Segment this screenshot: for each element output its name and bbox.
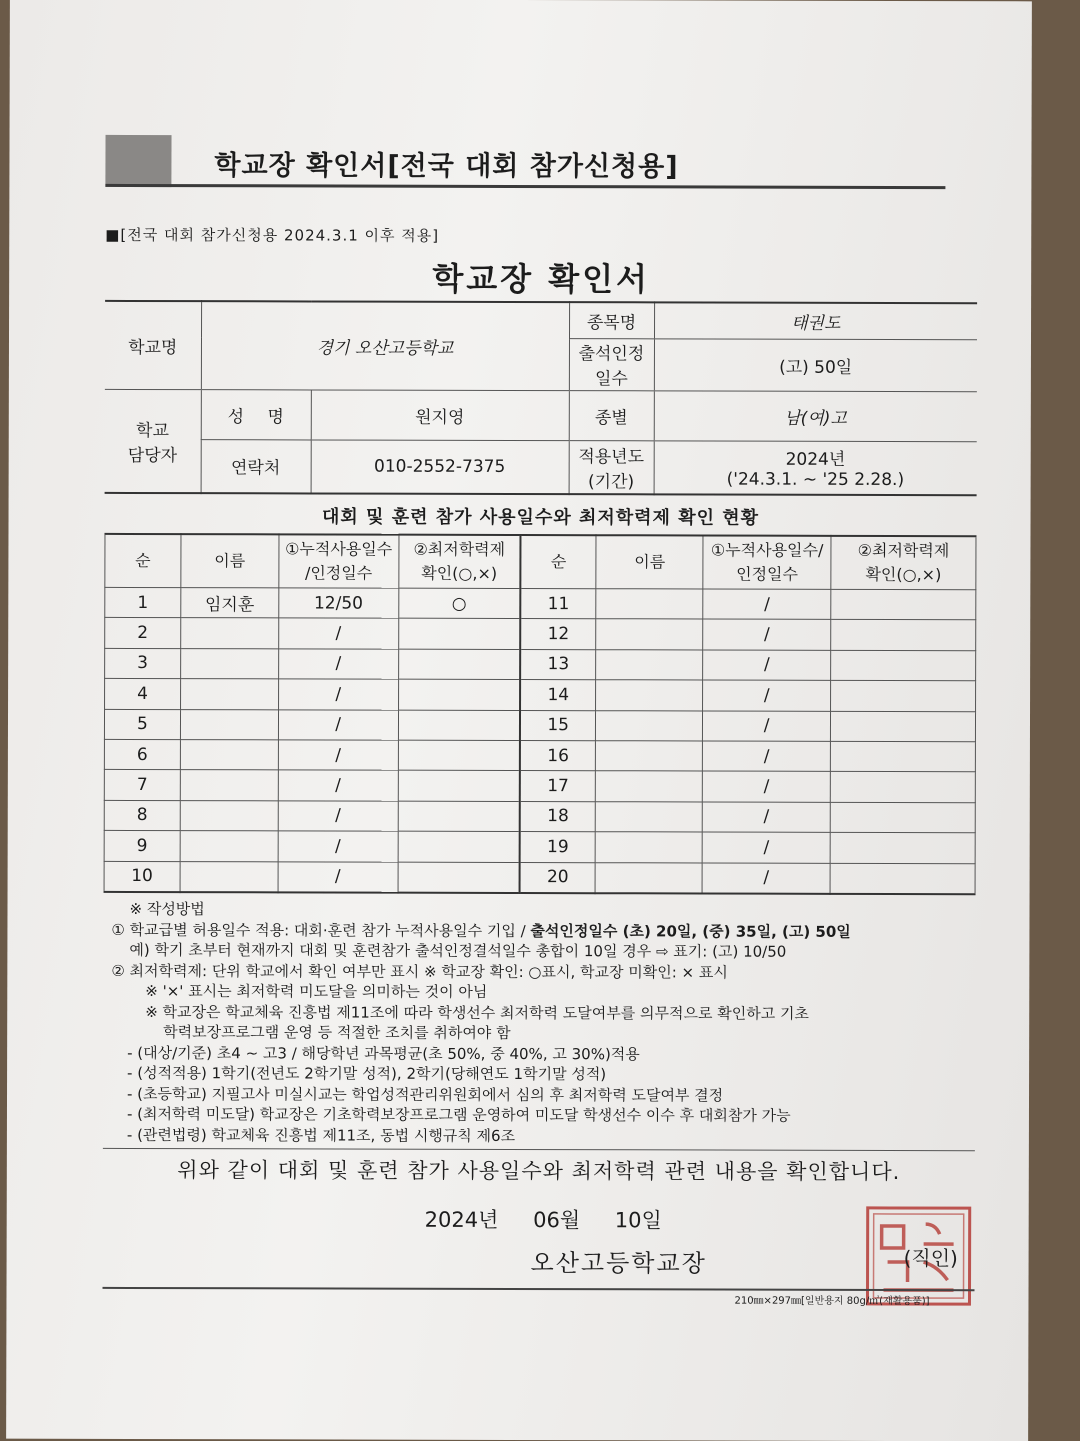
row-name (181, 648, 279, 679)
row-min-academic-check-right (830, 802, 975, 833)
name-label: 성 명 (201, 389, 311, 439)
row-min-academic-check-right (831, 650, 976, 681)
confirmation-text: 위와 같이 대회 및 훈련 참가 사용일수와 최저학력 관련 내용을 확인합니다. (177, 1158, 901, 1184)
row-min-academic-check-right (831, 680, 976, 711)
applicability-note: ■[전국 대회 참가신청용 2024.3.1 이후 적용] (105, 225, 440, 245)
instruction-bullet: - (관련법령) 학교체육 진흥법 제11조, 동법 시행규칙 제6조 (126, 1125, 516, 1145)
divider (103, 1148, 975, 1151)
instruction-note-x: ※ '×' 표시는 최저학력 미도달을 의미하는 것이 아님 (145, 982, 488, 1001)
row-name (180, 709, 278, 740)
table-row (105, 679, 976, 712)
attendance-table (104, 533, 977, 895)
contact-value: 010-2552-7375 (311, 439, 569, 494)
row-min-academic-check-right (830, 832, 975, 863)
footer-line (103, 1287, 975, 1291)
row-number: 4 (105, 679, 181, 710)
row-number-right: 20 (520, 862, 596, 893)
row-number-right: 12 (520, 619, 596, 650)
year-value: 2024년 ('24.3.1. ~ '25 2.28.) (654, 440, 977, 495)
col-header-no: 순 (105, 534, 181, 588)
paper-spec: 210㎜×297㎜[일반용지 80g/㎡(재활용품)] (734, 1295, 930, 1308)
row-number-right: 17 (520, 771, 596, 802)
row-number-right: 14 (520, 680, 596, 711)
row-min-academic-check-right (831, 620, 976, 651)
col-header-name-right: 이름 (596, 535, 703, 589)
form-title: 학교장 확인서 (432, 259, 651, 299)
row-number: 6 (104, 739, 180, 770)
instruction-bullet: - (최저학력 미도달) 학교장은 기초학력보장프로그램 운영하여 미도달 학생선수 이수 후 대회참가 가능 (126, 1104, 791, 1125)
row-name-right (596, 801, 703, 832)
sport-value: 태권도 (654, 302, 977, 339)
row-name (180, 770, 278, 801)
table-row (104, 770, 975, 803)
category-value: 남(여)고 (654, 390, 977, 441)
instruction-bullet: - (대상/기준) 초4 ~ 고3 / 해당학년 과목평균(초 50%, 중 40%, 고 30%)적용 (127, 1043, 640, 1063)
row-used-days: / (278, 801, 398, 832)
row-number-right: 15 (520, 710, 596, 741)
col-header-name: 이름 (181, 534, 279, 588)
row-min-academic-check-right (830, 741, 975, 772)
row-name (180, 679, 278, 710)
instruction-1-example: 예) 학기 초부터 현재까지 대회 및 훈련참가 출석인정결석일수 총합이 10일 경우 ⇨ 표기: (고) 10/50 (129, 940, 787, 961)
instructions-heading: ※ 작성방법 (129, 899, 205, 919)
row-used-days-right: / (702, 832, 830, 863)
row-used-days: / (278, 618, 398, 649)
manager-label: 학교 담당자 (105, 389, 201, 493)
row-name (180, 861, 278, 892)
instruction-bullet: - (성적적용) 1학기(전년도 2학기말 성적), 2학기(당해연도 1학기말 성적) (127, 1063, 607, 1084)
school-label: 학교명 (105, 301, 201, 389)
row-number: 2 (105, 618, 181, 649)
header-gray-block (105, 135, 171, 187)
row-name: 임지훈 (181, 588, 279, 619)
table-row (105, 618, 976, 651)
attendance-rows (104, 587, 976, 894)
row-min-academic-check-right (831, 589, 976, 620)
row-used-days: 12/50 (279, 588, 399, 619)
row-used-days-right: / (702, 802, 830, 833)
row-used-days-right: / (703, 650, 831, 681)
attendance-days-label: 출석인정 일수 (569, 338, 654, 390)
instruction-note-principal: ※ 학교장은 학교체육 진흥법 제11조에 따라 학생선수 최저학력 도달여부를 의무적으로 확인하고 기초 (145, 1002, 809, 1023)
row-min-academic-check (398, 649, 520, 680)
row-used-days-right: / (703, 619, 831, 650)
row-number-right: 18 (520, 801, 596, 832)
row-number-right: 19 (520, 832, 596, 863)
row-name-right (596, 649, 703, 680)
instruction-note-principal-cont: 학력보장프로그램 운영 등 적절한 조치를 취하여야 함 (163, 1023, 511, 1042)
row-number: 7 (104, 770, 180, 801)
row-used-days: / (278, 831, 398, 862)
row-name (180, 740, 278, 771)
row-min-academic-check (398, 801, 520, 832)
table-row (105, 587, 976, 620)
row-name-right (596, 589, 703, 620)
row-name (180, 831, 278, 862)
row-used-days-right: / (703, 680, 831, 711)
row-min-academic-check-right (831, 711, 976, 742)
year-label: 적용년도 (기간) (569, 440, 654, 494)
col-header-min-academic: ②최저학력제 확인(○,×) (398, 535, 520, 589)
row-min-academic-check: ○ (398, 588, 520, 619)
row-used-days: / (278, 740, 398, 771)
row-used-days-right: / (703, 771, 831, 802)
instruction-1: ① 학교급별 허용일수 적용: 대회·훈련 참가 누적사용일수 기입 / 출석인정일수 (초) 20일, (중) 35일, (고) 50일 (111, 920, 851, 941)
row-min-academic-check-right (830, 772, 975, 803)
row-used-days-right: / (703, 741, 831, 772)
school-value: 경기 오산고등학교 (201, 301, 569, 390)
contact-label: 연락처 (201, 439, 311, 493)
row-min-academic-check (398, 740, 520, 771)
header-underline (105, 184, 945, 189)
col-header-no-right: 순 (520, 535, 596, 589)
row-used-days-right: / (703, 711, 831, 742)
row-used-days: / (278, 649, 398, 680)
instructions (111, 899, 992, 1147)
row-number: 9 (104, 831, 180, 862)
instruction-2: ② 최저학력제: 단위 학교에서 확인 여부만 표시 ※ 학교장 확인: ○표시, 학교장 미확인: × 표시 (111, 961, 728, 982)
row-name-right (596, 771, 703, 802)
row-name-right (596, 710, 703, 741)
category-label: 종별 (569, 390, 654, 440)
row-number-right: 16 (520, 740, 596, 771)
row-used-days: / (278, 679, 398, 710)
row-number: 5 (104, 709, 180, 740)
row-used-days-right: / (702, 862, 830, 893)
col-header-min-academic-right: ②최저학력제 확인(○,×) (831, 536, 976, 590)
table-row (104, 861, 975, 894)
row-name (180, 800, 278, 831)
row-number-right: 11 (520, 589, 596, 620)
col-header-used-days-right: ①누적사용일수/ 인정일수 (703, 535, 831, 589)
table-row (104, 709, 975, 742)
row-used-days-right: / (703, 589, 831, 620)
row-name-right (596, 680, 703, 711)
table-row (104, 739, 975, 772)
row-min-academic-check-right (830, 863, 975, 894)
header-title: 학교장 확인서[전국 대회 참가신청용] (214, 150, 679, 183)
table-row (104, 800, 975, 833)
row-min-academic-check (398, 710, 520, 741)
col-header-used-days: ①누적사용일수 /인정일수 (279, 534, 399, 588)
table-row (105, 648, 976, 681)
row-min-academic-check (398, 619, 520, 650)
info-table (105, 300, 978, 496)
row-name-right (595, 862, 702, 893)
signer-name: 오산고등학교장 (530, 1249, 707, 1278)
table-row (104, 831, 975, 864)
sport-label: 종목명 (569, 302, 654, 338)
row-name-right (596, 741, 703, 772)
row-name-right (596, 832, 703, 863)
row-number: 10 (104, 861, 180, 892)
row-used-days: / (278, 709, 398, 740)
row-number: 3 (105, 648, 181, 679)
row-min-academic-check (398, 771, 520, 802)
row-min-academic-check (398, 862, 520, 893)
row-used-days: / (278, 770, 398, 801)
issue-date: 2024년 06월 10일 (424, 1207, 662, 1233)
row-number: 8 (104, 800, 180, 831)
seal-label: (직인) (903, 1246, 958, 1271)
name-value: 원지영 (311, 389, 569, 440)
row-number-right: 13 (520, 649, 596, 680)
instruction-bullet: - (초등학교) 지필고사 미실시교는 학업성적관리위원회에서 심의 후 최저학력 도달여부 결정 (126, 1084, 724, 1105)
row-used-days: / (278, 861, 398, 892)
attendance-days-value: (고) 50일 (654, 338, 977, 391)
row-name (181, 618, 279, 649)
row-min-academic-check (398, 831, 520, 862)
row-min-academic-check (398, 679, 520, 710)
row-name-right (596, 619, 703, 650)
row-number: 1 (105, 587, 181, 618)
section-title: 대회 및 훈련 참가 사용일수와 최저학력제 확인 현황 (321, 506, 760, 529)
document-page (6, 0, 1032, 1441)
